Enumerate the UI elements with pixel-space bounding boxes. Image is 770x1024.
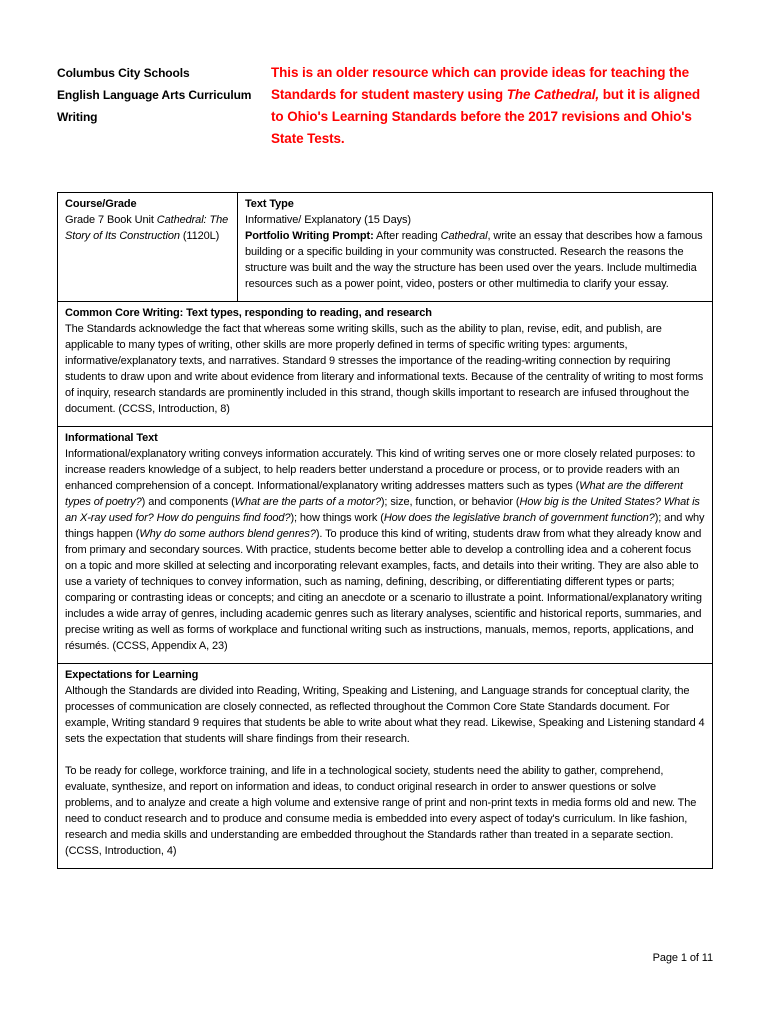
org-line-subject: Writing [57,110,98,124]
table-row-informational-text [58,427,713,664]
page-number: Page 1 of 11 [652,952,713,964]
expectations-cell [58,664,713,869]
common-core-writing-cell [58,302,713,427]
legacy-resource-notice: This is an older resource which can provide ideas for teaching the Standards for student mastery using The Cathedral, but it is aligned to Ohio's Learning Standards before the 2017 revisions and Ohio's State Tests. [271,65,701,146]
informational-text-body: Informational/explanatory writing conveys information accurately. This kind of writing serves one or more closely related purposes: to increase readers knowledge of a subject, to help readers better understand a procedure or process, or to provide readers with an enhanced comprehension of a concept. Informational/explanatory writing addresses matters such as types (What are the different types of poetry?) and components (What are the parts of a motor?); size, function, or behavior (How big is the United States? What is an X-ray used for? How do penguins find food?); how things work (How does the legislative branch of government function?); and why things happen (Why do some authors blend genres?). To produce this kind of writing, students draw from what they already know and from primary and secondary sources. With practice, students become better able to develop a controlling idea and a coherent focus on a topic and more skilled at selecting and incorporating relevant examples, facts, and details into their writing. They are also able to use a variety of techniques to convey information, such as naming, defining, describing, or differentiating different types or parts; comparing or contrasting ideas or concepts; and citing an anecdote or a scenario to illustrate a point. Informational/explanatory writing includes a wide array of genres, including academic genres such as literary analyses, scientific and historical reports, summaries, and precise writing as well as forms of workplace and functional writing such as instructions, manuals, memos, reports, applications, and résumés. (CCSS, Appendix A, 23) [65,448,705,652]
portfolio-writing-prompt: Portfolio Writing Prompt: After reading Cathedral, write an essay that describes how a famous building or a specific building in your community was constructed. Research the reasons the structure was built and the way the structure has been used over the years. Include multimedia resources such as a power point, video, posters or other multimedia to clarify your essay. [245,230,703,290]
common-core-writing-title: Common Core Writing: Text types, responding to reading, and research [65,307,432,319]
text-type-title: Text Type [245,198,294,210]
informational-text-cell [58,427,713,664]
table-row-common-core [58,302,713,427]
document-header [57,62,713,150]
expectations-title: Expectations for Learning [65,669,199,681]
table-row-course-texttype [58,193,713,302]
org-title-block [57,62,259,128]
course-grade-cell [58,193,238,302]
text-type-mode-line: Informative/ Explanatory (15 Days) [245,214,411,226]
org-line-school: Columbus City Schools [57,66,190,80]
informational-text-title: Informational Text [65,432,158,444]
course-grade-body: Grade 7 Book Unit Cathedral: The Story of Its Construction (1120L) [65,214,229,242]
course-grade-title: Course/Grade [65,198,137,210]
expectations-paragraph-1: Although the Standards are divided into Reading, Writing, Speaking and Listening, and Language strands for conceptual clarity, the processes of communication are closely connected, as reflected throughout the Common Core State Standards document. For example, Writing standard 9 requires that students be able to write about what they read. Likewise, Speaking and Listening standard 4 sets the expectation that students will share findings from their research. [65,685,705,745]
common-core-writing-body: The Standards acknowledge the fact that whereas some writing skills, such as the ability to plan, revise, edit, and publish, are applicable to many types of writing, other skills are more properly defined in terms of specific writing types: arguments, informative/explanatory texts, and narratives. Standard 9 stresses the importance of the reading-writing connection by requiring students to draw upon and write about evidence from literary and informational texts. Because of the centrality of writing to most forms of inquiry, research standards are prominently included in this strand, though skills important to research are infused throughout the document. (CCSS, Introduction, 8) [65,323,704,415]
expectations-paragraph-2: To be ready for college, workforce training, and life in a technological society, students need the ability to gather, comprehend, evaluate, synthesize, and report on information and ideas, to conduct original research in order to answer questions or solve problems, and to analyze and create a high volume and extensive range of print and non-print texts in media forms old and new. The need to conduct research and to produce and consume media is embedded into every aspect of today's curriculum. In like fashion, research and media skills and understanding are embedded throughout the Standards rather than treated in a separate section. (CCSS, Introduction, 4) [65,765,697,857]
curriculum-table [57,192,713,869]
page-footer [653,950,713,966]
table-row-expectations [58,664,713,869]
text-type-cell [238,193,713,302]
org-line-curriculum: English Language Arts Curriculum [57,88,252,102]
